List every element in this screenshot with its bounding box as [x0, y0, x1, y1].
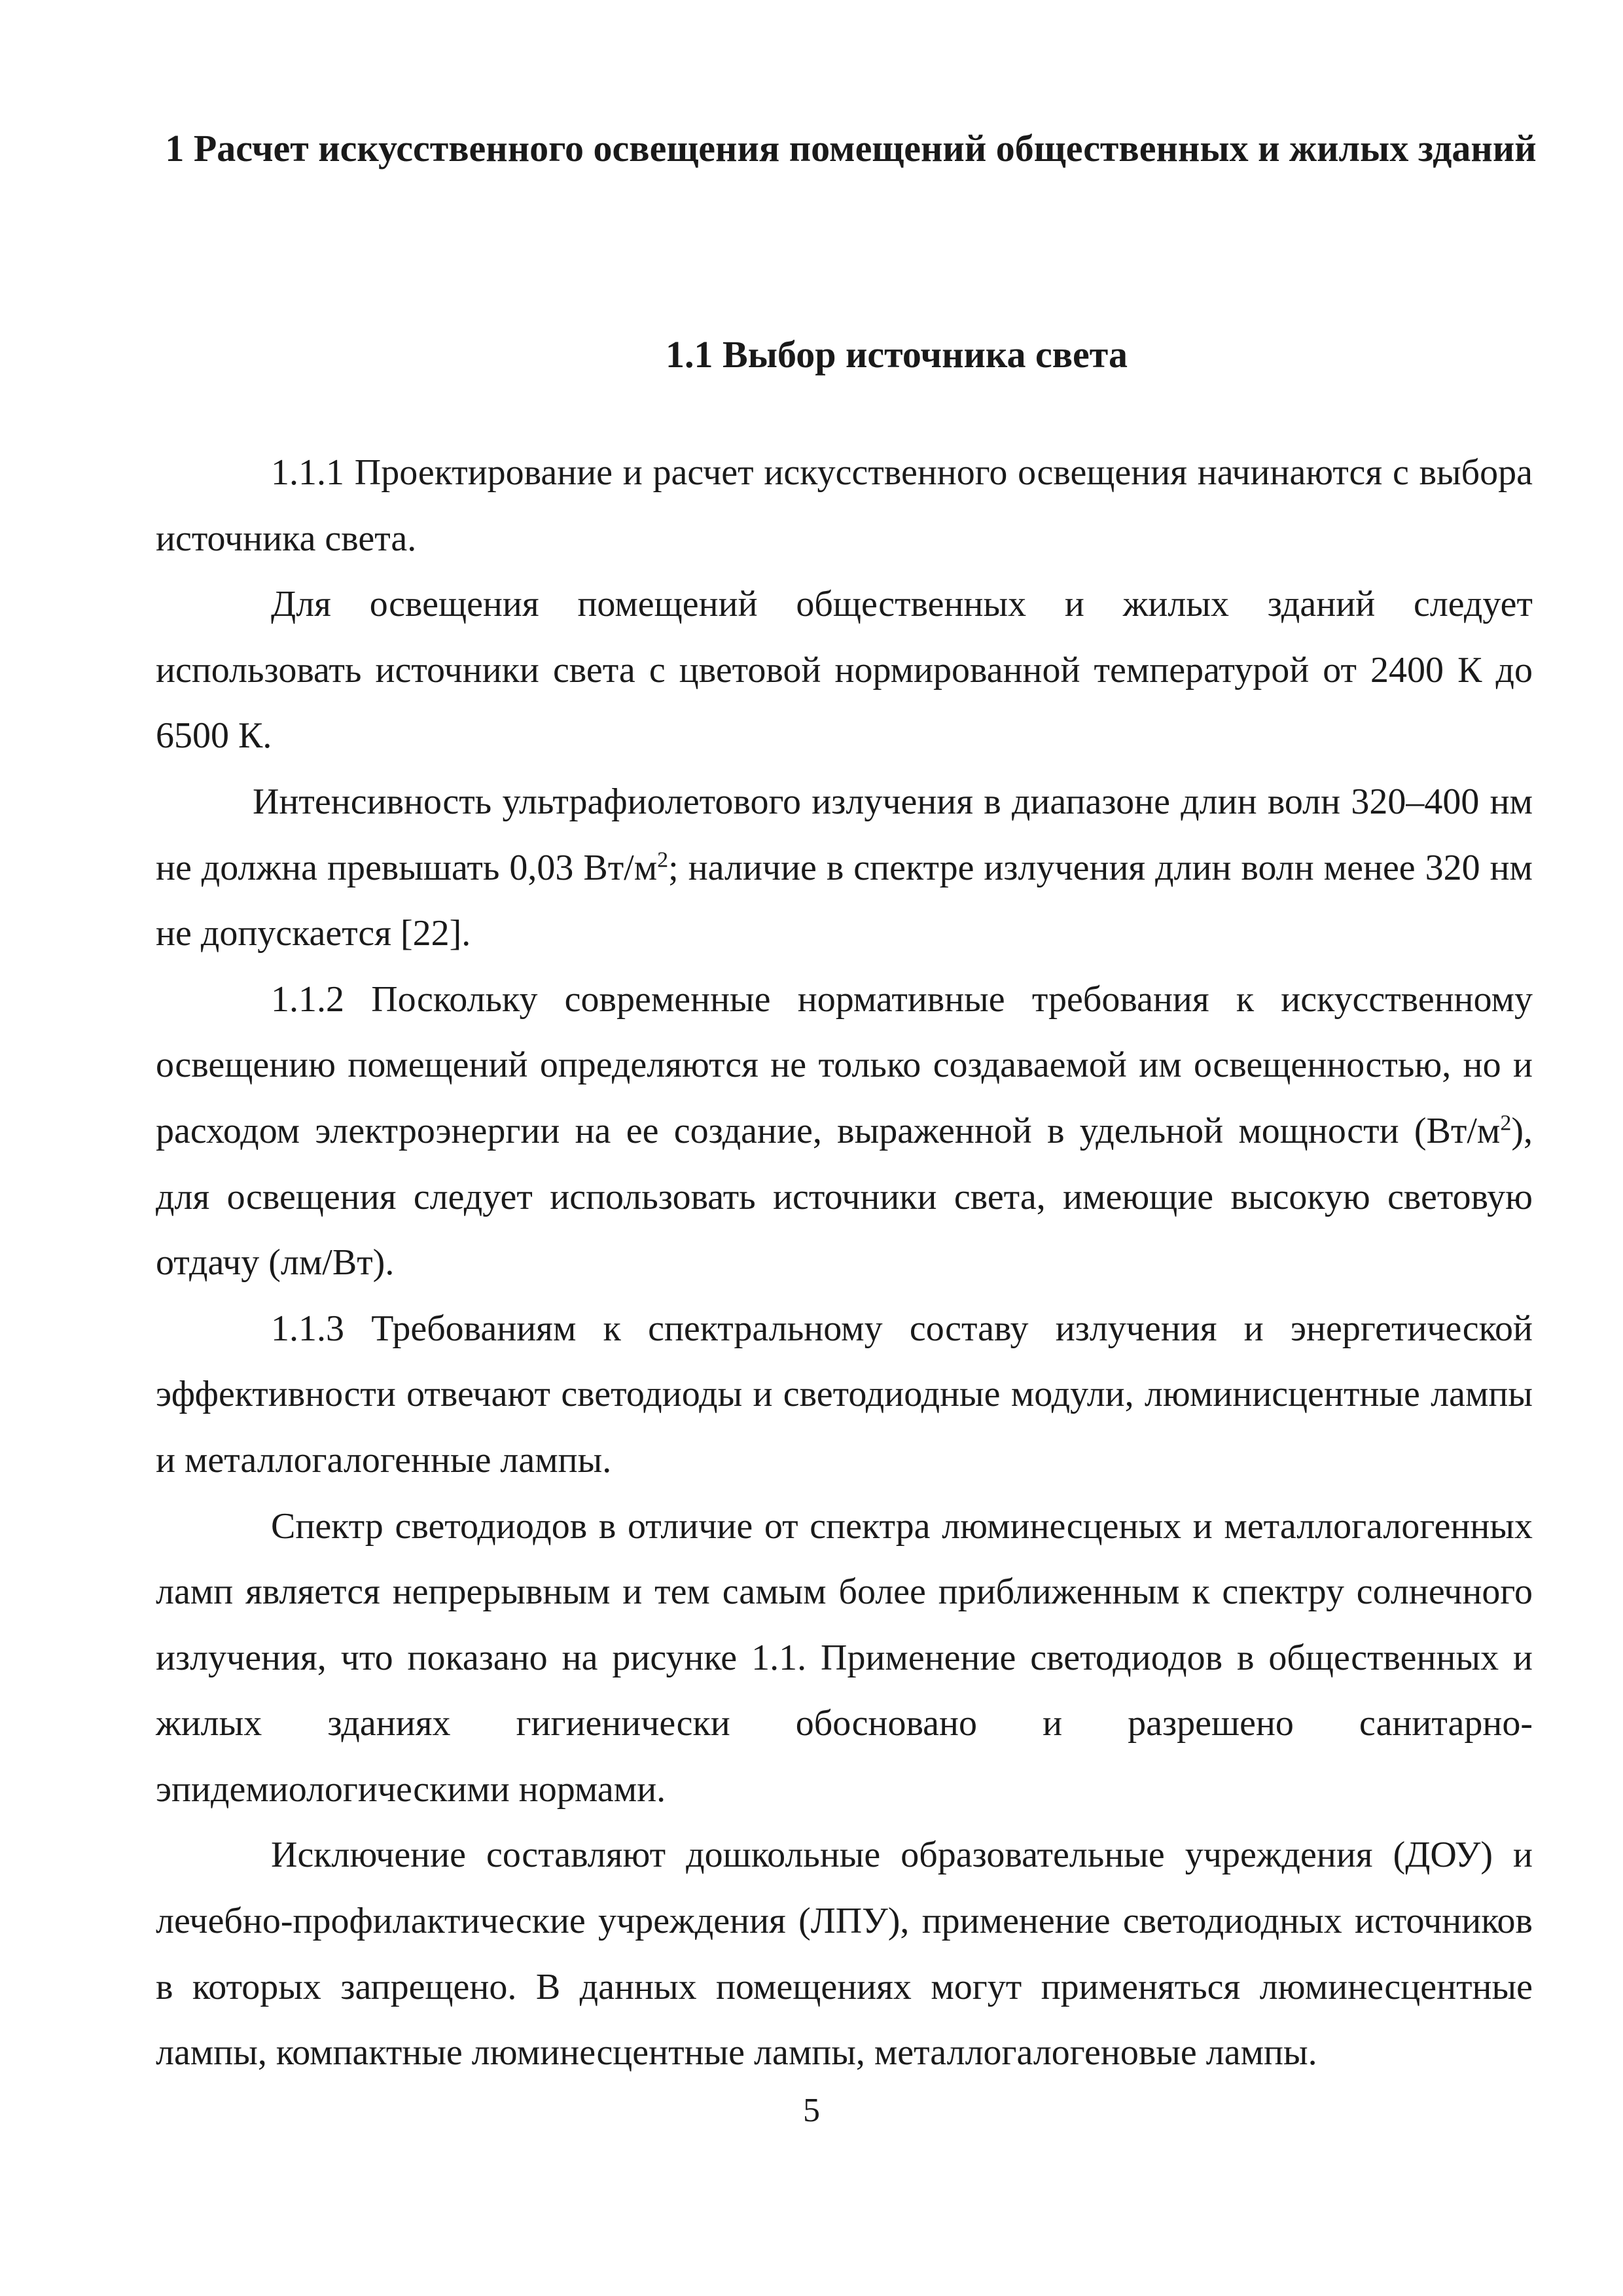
body-text — [156, 440, 1533, 2086]
section-title: 1.1 Выбор источника света — [666, 333, 1128, 376]
paragraph-1-1-2-text-1: 1.1.2 Поскольку современные нормативные требования к искусственному освещению помещений определяются не только создаваемой им освещенностью, но и расходом электроэнергии на ее создание, выраженной в удельной мощности (Вт/м — [156, 978, 1533, 1151]
paragraph-exceptions: Исключение составляют дошкольные образовательные учреждения (ДОУ) и лечебно-профилактические учреждения (ЛПУ), применение светодиодных источников в которых запрещено. В данных помещениях могут применяться люминесцентные лампы, компактные люминесцентные лампы, металлогалогеновые лампы. — [156, 1835, 1533, 2073]
paragraph-ultraviolet-text-2: ; наличие в спектре излучения длин волн менее 320 нм не допускается [22]. — [156, 847, 1533, 954]
paragraph-light-sources-temperature: Для освещения помещений общественных и жилых зданий следует использовать источники света с цветовой нормированной температурой от 2400 К до 6500 К. — [156, 584, 1533, 757]
paragraph-led-spectrum: Спектр светодиодов в отличие от спектра люминесценых и металлогалогенных ламп является непрерывным и тем самым более приближенным к спектру солнечного излучения, что показано на рисунке 1.1. Применение светодиодов в общественных и жилых зданиях гигиенически обосновано и разрешено санитарно-эпидемиологическими нормами. — [156, 1505, 1533, 1810]
chapter-title: 1 Расчет искусственного освещения помещений общественных и жилых зданий — [165, 127, 1537, 170]
paragraph-ultraviolet — [156, 769, 1533, 967]
paragraph-ultraviolet-text-1: Интенсивность ультрафиолетового излучения в диапазоне длин волн 320–400 нм не должна превышать 0,03 Вт/м — [156, 781, 1533, 888]
superscript-2: 2 — [657, 847, 669, 872]
paragraph-1-1-3: 1.1.3 Требованиям к спектральному составу излучения и энергетической эффективности отвечают светодиоды и светодиодные модули, люминисцентные лампы и металлогалогенные лампы. — [156, 1308, 1533, 1480]
superscript-2: 2 — [1500, 1111, 1512, 1136]
page-number: 5 — [803, 2092, 820, 2129]
paragraph-1-1-1: 1.1.1 Проектирование и расчет искусственного освещения начинаются с выбора источника света. — [156, 452, 1533, 559]
paragraph-1-1-2-text-2: ), для освещения следует использовать источники света, имеющие высокую световую отдачу (лм/Вт). — [156, 1110, 1533, 1283]
paragraph-1-1-2 — [156, 967, 1533, 1296]
